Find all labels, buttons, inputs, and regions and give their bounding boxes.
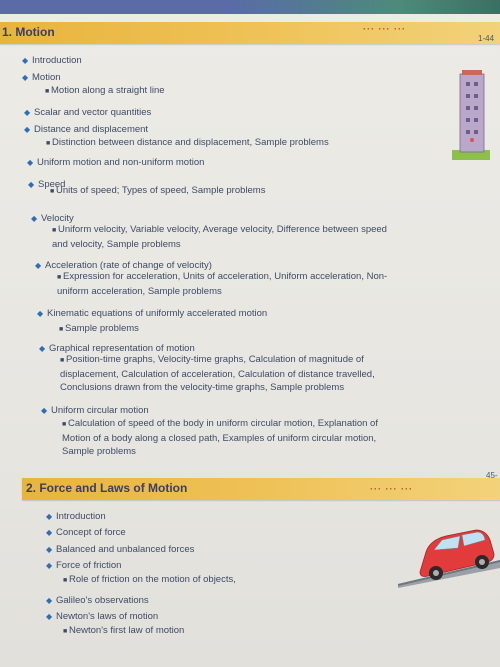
toc-subitem[interactable]: ■ Sample problems xyxy=(59,322,399,337)
square-bullet-icon: ■ xyxy=(52,227,57,234)
diamond-bullet-icon: ◆ xyxy=(35,261,42,270)
chapter-2-pages: 45- xyxy=(486,471,498,480)
chapter-1-pages: 1-44 xyxy=(478,34,495,43)
toc-item[interactable]: ◆ Introduction xyxy=(22,55,82,66)
diamond-bullet-icon: ◆ xyxy=(46,612,53,621)
chapter-2-title: 2. Force and Laws of Motion xyxy=(26,481,188,495)
toc-subitem[interactable]: ■ Distinction between distance and displacement, Sample problems xyxy=(46,136,426,151)
toc-item[interactable]: ◆ Speed xyxy=(28,179,66,190)
diamond-bullet-icon: ◆ xyxy=(22,73,29,82)
chapter-2-header xyxy=(22,471,500,500)
toc-item[interactable]: ◆ Balanced and unbalanced forces xyxy=(46,544,195,555)
square-bullet-icon: ■ xyxy=(62,421,67,428)
diamond-bullet-icon: ◆ xyxy=(22,56,29,65)
toc-item[interactable]: ◆ Concept of force xyxy=(46,527,126,538)
diamond-bullet-icon: ◆ xyxy=(24,108,31,117)
diamond-bullet-icon: ◆ xyxy=(24,125,31,134)
chapter-1-title: 1. Motion xyxy=(2,25,55,39)
toc-subitem[interactable]: ■ Position-time graphs, Velocity-time graphs, Calculation of magnitude of displacement, Calculation of acceleration, Calculation of distance travelled, Conclusions drawn from the velocity-time graphs, Sample problems xyxy=(60,354,375,393)
diamond-bullet-icon: ◆ xyxy=(46,561,53,570)
diamond-bullet-icon: ◆ xyxy=(46,528,53,537)
toc-item[interactable]: ◆ Force of friction xyxy=(46,560,122,571)
diamond-bullet-icon: ◆ xyxy=(27,158,34,167)
toc-item[interactable]: ◆ Motion xyxy=(22,72,61,83)
toc-subitem[interactable]: ■ Newton's first law of motion xyxy=(63,624,383,639)
toc-subitem[interactable]: ■ Expression for acceleration, Units of acceleration, Uniform acceleration, Non-uniform acceleration, Sample problems xyxy=(57,271,388,297)
toc-item[interactable]: ◆ Acceleration (rate of change of velocity) xyxy=(35,260,212,271)
diamond-bullet-icon: ◆ xyxy=(28,180,35,189)
toc-subitem[interactable]: ■ Motion along a straight line xyxy=(45,84,405,99)
toc-subitem[interactable]: ■ Units of speed; Types of speed, Sample problems xyxy=(50,184,430,199)
square-bullet-icon: ■ xyxy=(60,357,65,364)
toc-item[interactable]: ◆ Graphical representation of motion xyxy=(39,343,195,354)
diamond-bullet-icon: ◆ xyxy=(39,344,46,353)
square-bullet-icon: ■ xyxy=(57,274,62,281)
square-bullet-icon: ■ xyxy=(63,577,68,584)
diamond-bullet-icon: ◆ xyxy=(41,406,48,415)
toc-item[interactable]: ◆ Velocity xyxy=(31,213,74,224)
toc-subitem[interactable]: ■ Uniform velocity, Variable velocity, Average velocity, Difference between speed and velocity, Sample problems xyxy=(52,224,387,250)
square-bullet-icon: ■ xyxy=(45,88,50,95)
diamond-bullet-icon: ◆ xyxy=(37,309,44,318)
building-illustration xyxy=(452,70,490,160)
diamond-bullet-icon: ◆ xyxy=(46,545,53,554)
chapter-1-header xyxy=(0,22,500,44)
toc-subitem[interactable]: ■ Calculation of speed of the body in uniform circular motion, Explanation of Motion of a body along a closed path, Examples of uniform circular motion, Sample problems xyxy=(62,418,378,457)
toc-item[interactable]: ◆ Scalar and vector quantities xyxy=(24,107,152,118)
page-top-strip xyxy=(0,0,500,14)
toc-item[interactable]: ◆ Kinematic equations of uniformly accelerated motion xyxy=(37,308,268,319)
square-bullet-icon: ■ xyxy=(59,326,64,333)
toc-item[interactable]: ◆ Uniform motion and non-uniform motion xyxy=(27,157,205,168)
toc-item[interactable]: ◆ Distance and displacement xyxy=(24,124,149,135)
toc-item[interactable]: ◆ Uniform circular motion xyxy=(41,405,149,416)
square-bullet-icon: ■ xyxy=(46,140,51,147)
chapter-1-dots: ··· ··· ··· xyxy=(363,24,406,34)
diamond-bullet-icon: ◆ xyxy=(31,214,38,223)
square-bullet-icon: ■ xyxy=(50,188,55,195)
toc-item[interactable]: ◆ Newton's laws of motion xyxy=(46,611,159,622)
diamond-bullet-icon: ◆ xyxy=(46,596,53,605)
square-bullet-icon: ■ xyxy=(63,628,68,635)
chapter-2-dots: ··· ··· ··· xyxy=(370,484,413,494)
car-illustration xyxy=(398,524,500,588)
diamond-bullet-icon: ◆ xyxy=(46,512,53,521)
toc-item[interactable]: ◆ Introduction xyxy=(46,511,106,522)
toc-item[interactable]: ◆ Galileo's observations xyxy=(46,595,149,606)
toc-subitem[interactable]: ■ Role of friction on the motion of objects, xyxy=(63,573,383,588)
